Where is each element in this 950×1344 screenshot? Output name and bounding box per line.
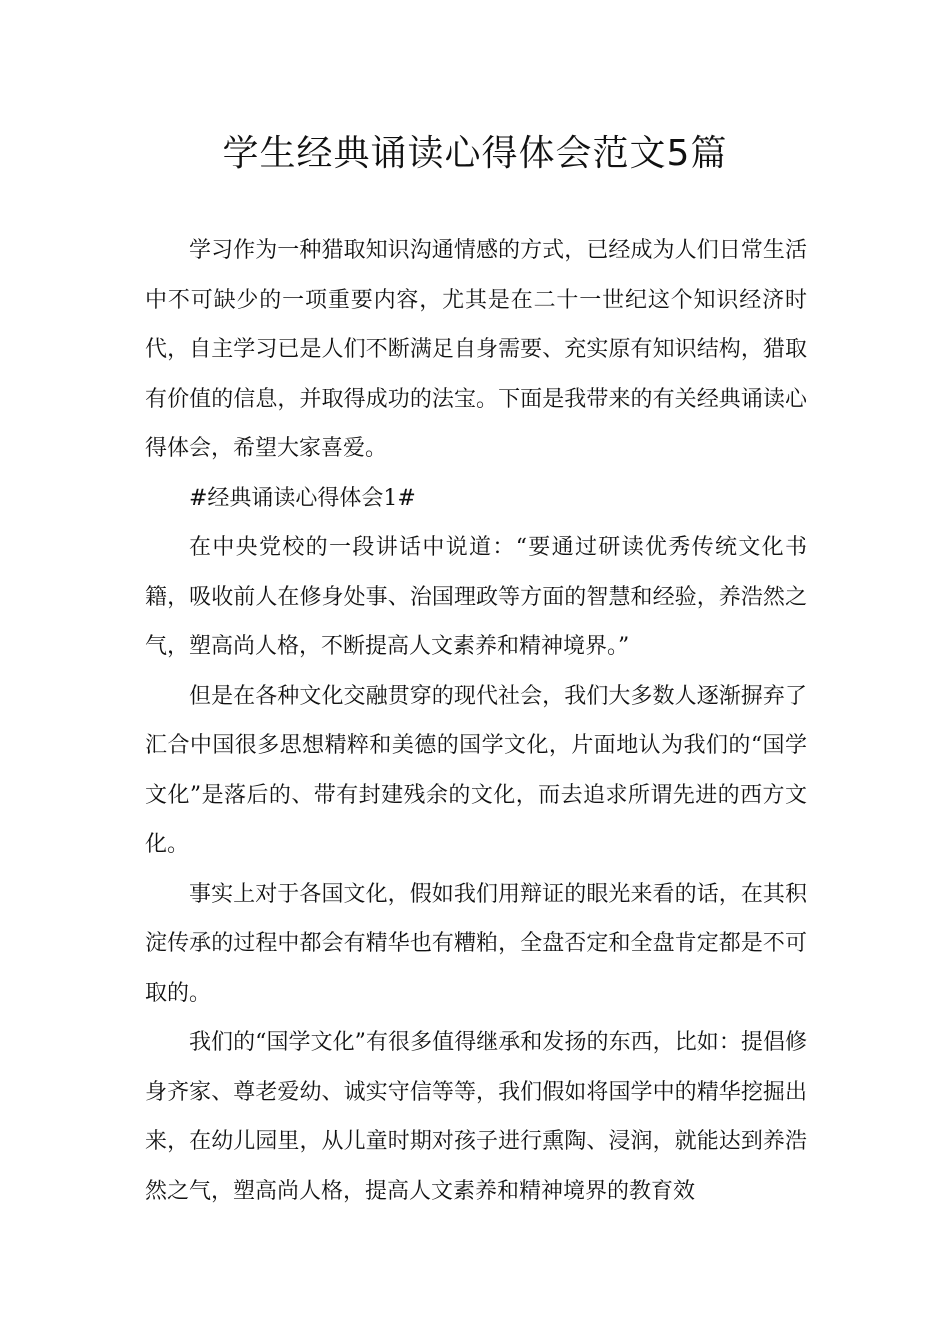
document-title: 学生经典诵读心得体会范文5篇 <box>222 133 728 174</box>
body-paragraph: 我们的“国学文化”有很多值得继承和发扬的东西，比如：提倡修身齐家、尊老爱幼、诚实守信等等，我们假如将国学中的精华挖掘出来，在幼儿园里，从儿童时期对孩子进行熏陶、浸润，就能达到养浩然之气，塑高尚人格，提高人文素养和精神境界的教育效 <box>145 1030 807 1204</box>
body-paragraph: 事实上对于各国文化，假如我们用辩证的眼光来看的话，在其积淀传承的过程中都会有精华也有糟粕，全盘否定和全盘肯定都是不可取的。 <box>145 881 807 1006</box>
body-paragraph: 在中央党校的一段讲话中说道：“要通过研读优秀传统文化书籍，吸收前人在修身处事、治国理政等方面的智慧和经验，养浩然之气，塑高尚人格，不断提高人文素养和精神境界。” <box>145 535 807 659</box>
section-heading: #经典诵读心得体会1# <box>189 485 416 511</box>
intro-paragraph: 学习作为一种猎取知识沟通情感的方式，已经成为人们日常生活中不可缺少的一项重要内容，尤其是在二十一世纪这个知识经济时代，自主学习已是人们不断满足自身需要、充实原有知识结构，猎取有价值的信息，并取得成功的法宝。下面是我带来的有关经典诵读心得体会，希望大家喜爱。 <box>145 238 807 461</box>
document-body <box>145 226 807 1216</box>
body-paragraph: 但是在各种文化交融贯穿的现代社会，我们大多数人逐渐摒弃了汇合中国很多思想精粹和美德的国学文化，片面地认为我们的“国学文化”是落后的、带有封建残余的文化，而去追求所谓先进的西方文化。 <box>145 683 807 857</box>
